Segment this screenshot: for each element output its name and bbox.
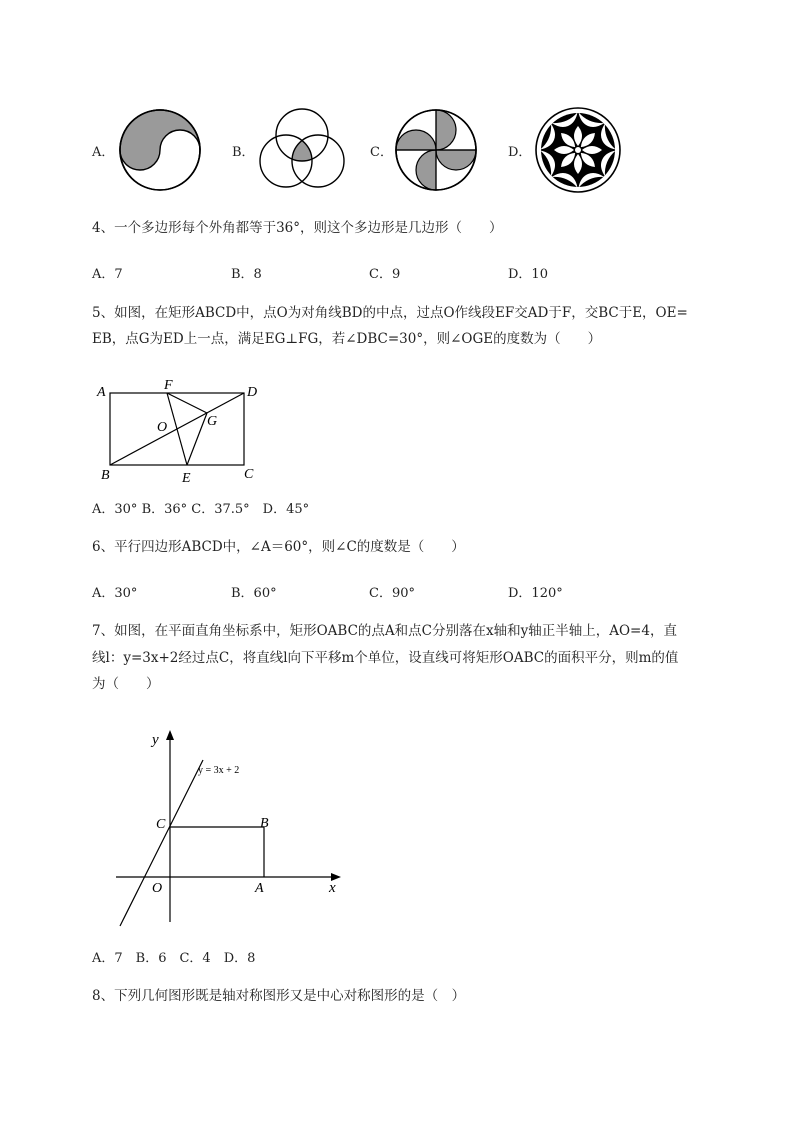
q6-option-b: B．60° xyxy=(231,586,277,601)
q7-options: A．7 B．6 C．4 D．8 xyxy=(92,951,256,966)
q7-y-axis-label: y xyxy=(152,732,159,748)
q3-figure-b-three-circles xyxy=(256,104,348,196)
q7-line-label: y = 3x + 2 xyxy=(198,765,240,776)
q7-label-c: C xyxy=(156,817,166,832)
q7-stem-line3: 为（ ） xyxy=(92,676,160,692)
q3-option-a-label: A． xyxy=(92,145,115,160)
q5-label-b: B xyxy=(101,468,110,483)
q3-option-b-label: B． xyxy=(232,145,255,160)
q7-stem-line1: 7、如图，在平面直角坐标系中，矩形OABC的点A和点C分别落在x轴和y轴正半轴上，AO=4，直 xyxy=(92,623,677,639)
q6-option-d: D．120° xyxy=(508,586,563,601)
q8-stem: 8、下列几何图形既是轴对称图形又是中心对称图形的是（ ） xyxy=(92,988,466,1004)
q5-label-e: E xyxy=(182,471,191,486)
q4-option-c: C．9 xyxy=(369,267,401,282)
q6-option-a: A．30° xyxy=(92,586,138,601)
q3-option-d-label: D． xyxy=(508,145,532,160)
q5-rectangle-figure xyxy=(90,372,270,490)
q5-label-d: D xyxy=(247,385,258,400)
q7-label-b: B xyxy=(260,816,269,831)
q3-figure-a-yin-yang xyxy=(118,108,202,192)
q6-stem: 6、平行四边形ABCD中，∠A＝60°，则∠C的度数是（ ） xyxy=(92,539,465,555)
q5-label-f: F xyxy=(164,378,173,393)
q7-label-a: A xyxy=(255,881,264,896)
q4-option-a: A．7 xyxy=(92,267,123,282)
q5-label-c: C xyxy=(244,467,254,482)
q7-x-axis-label: x xyxy=(329,880,336,896)
q5-label-g: G xyxy=(207,414,218,429)
q3-figure-d-snowflake xyxy=(534,106,622,194)
q7-label-o: O xyxy=(152,881,163,896)
q3-figure-c-pinwheel xyxy=(394,108,478,192)
q5-stem-line1: 5、如图，在矩形ABCD中，点O为对角线BD的中点，过点O作线段EF交AD于F，交BC于E，OE= xyxy=(92,305,688,321)
q7-stem-line2: 线l：y=3x+2经过点C，将直线l向下平移m个单位，设直线可将矩形OABC的面积平分，则m的值 xyxy=(92,650,679,666)
q4-stem: 4、一个多边形每个外角都等于36°，则这个多边形是几边形（ ） xyxy=(92,220,503,236)
q5-stem-line2: EB，点G为ED上一点，满足EG⊥FG，若∠DBC=30°，则∠OGE的度数为（ ） xyxy=(92,331,602,347)
q4-option-b: B．8 xyxy=(231,267,262,282)
q6-option-c: C．90° xyxy=(369,586,415,601)
q7-coordinate-graph xyxy=(110,726,350,938)
q5-options: A．30° B．36° C．37.5° D．45° xyxy=(92,502,310,517)
q5-label-o: O xyxy=(157,420,168,435)
q5-label-a: A xyxy=(97,385,106,400)
q4-option-d: D．10 xyxy=(508,267,548,282)
q3-option-c-label: C． xyxy=(370,145,393,160)
